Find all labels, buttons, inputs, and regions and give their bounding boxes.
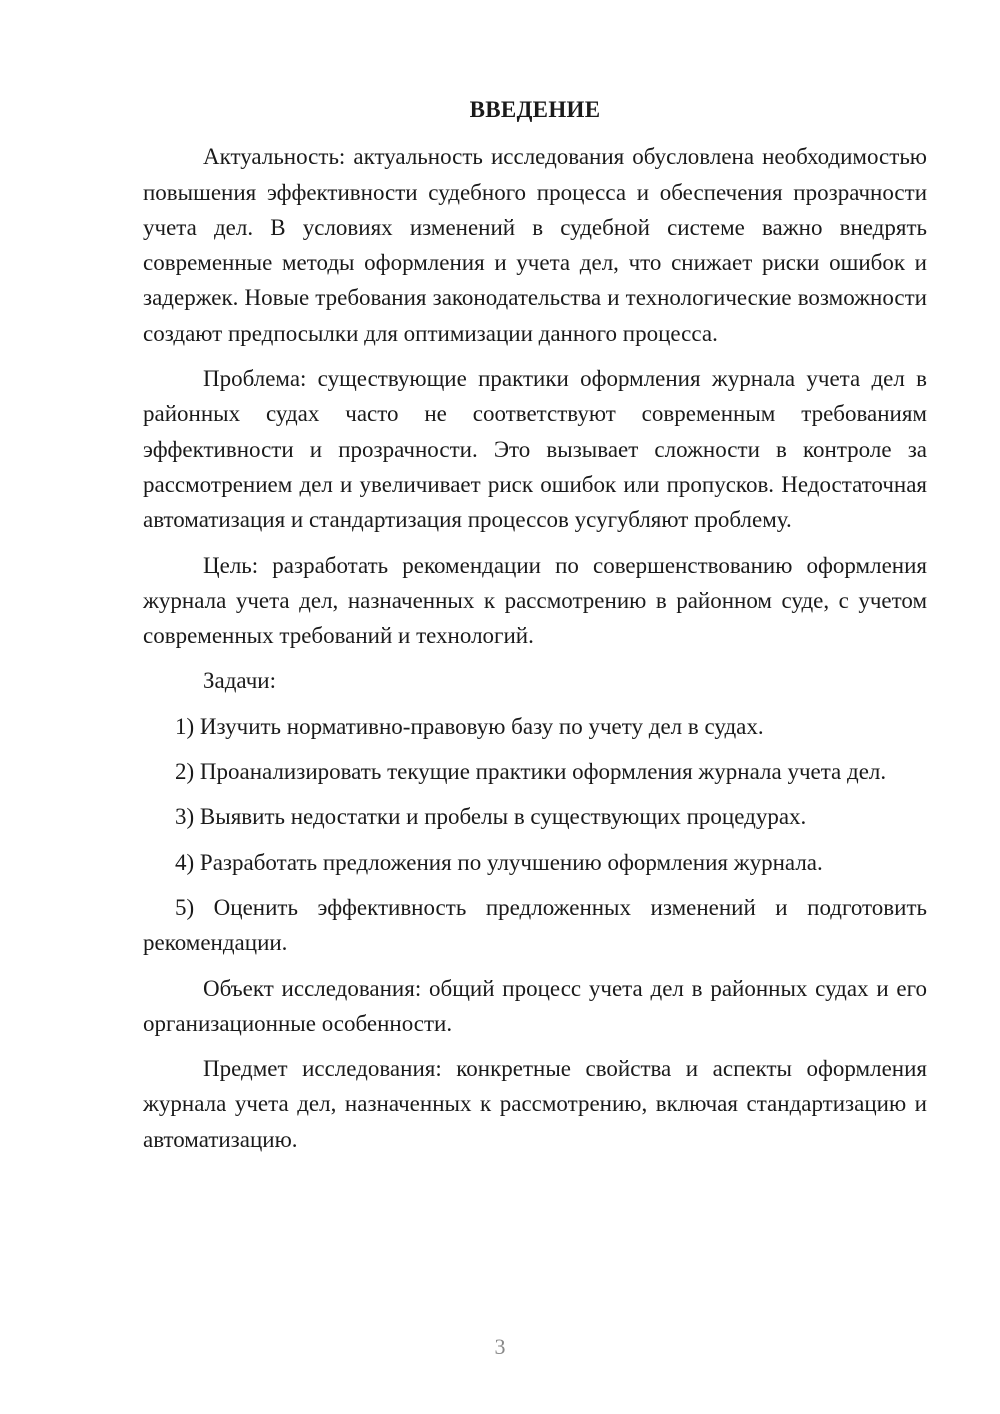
page-number: 3 [494, 1334, 506, 1359]
document-page [143, 92, 927, 1167]
section-title: ВВЕДЕНИЕ [469, 97, 601, 122]
task-item: 4) Разработать предложения по улучшению оформления журнала. [175, 849, 823, 875]
task-item: 3) Выявить недостатки и пробелы в существующих процедурах. [175, 804, 807, 830]
tasks-heading: Задачи: [203, 668, 276, 694]
task-item: 2) Проанализировать текущие практики оформления журнала учета дел. [175, 759, 887, 785]
paragraph-subject: Предмет исследования: конкретные свойства и аспекты оформления журнала учета дел, назначенных к рассмотрению, включая стандартизацию и автоматизацию. [143, 1056, 927, 1152]
paragraph-problem: Проблема: существующие практики оформления журнала учета дел в районных судах часто не соответствуют современным требованиям эффективности и прозрачности. Это вызывает сложности в контроле за рассмотрением дел и увеличивает риск ошибок или пропусков. Недостаточная автоматизация и стандартизация процессов усугубляют проблему. [143, 366, 927, 533]
task-item: 1) Изучить нормативно-правовую базу по учету дел в судах. [175, 713, 764, 739]
task-item: 5) Оценить эффективность предложенных изменений и подготовить рекомендации. [143, 894, 927, 956]
paragraph-goal: Цель: разработать рекомендации по совершенствованию оформления журнала учета дел, назначенных к рассмотрению в районном суде, с учетом современных требований и технологий. [143, 552, 927, 649]
paragraph-relevance: Актуальность: актуальность исследования обусловлена необходимостью повышения эффективности судебного процесса и обеспечения прозрачности учета дел. В условиях изменений в судебной системе важно внедрять современные методы оформления и учета дел, что снижает риски ошибок и задержек. Новые требования законодательства и технологические возможности создают предпосылки для оптимизации данного процесса. [143, 144, 927, 346]
paragraph-object: Объект исследования: общий процесс учета дел в районных судах и его организационные особенности. [143, 975, 927, 1036]
